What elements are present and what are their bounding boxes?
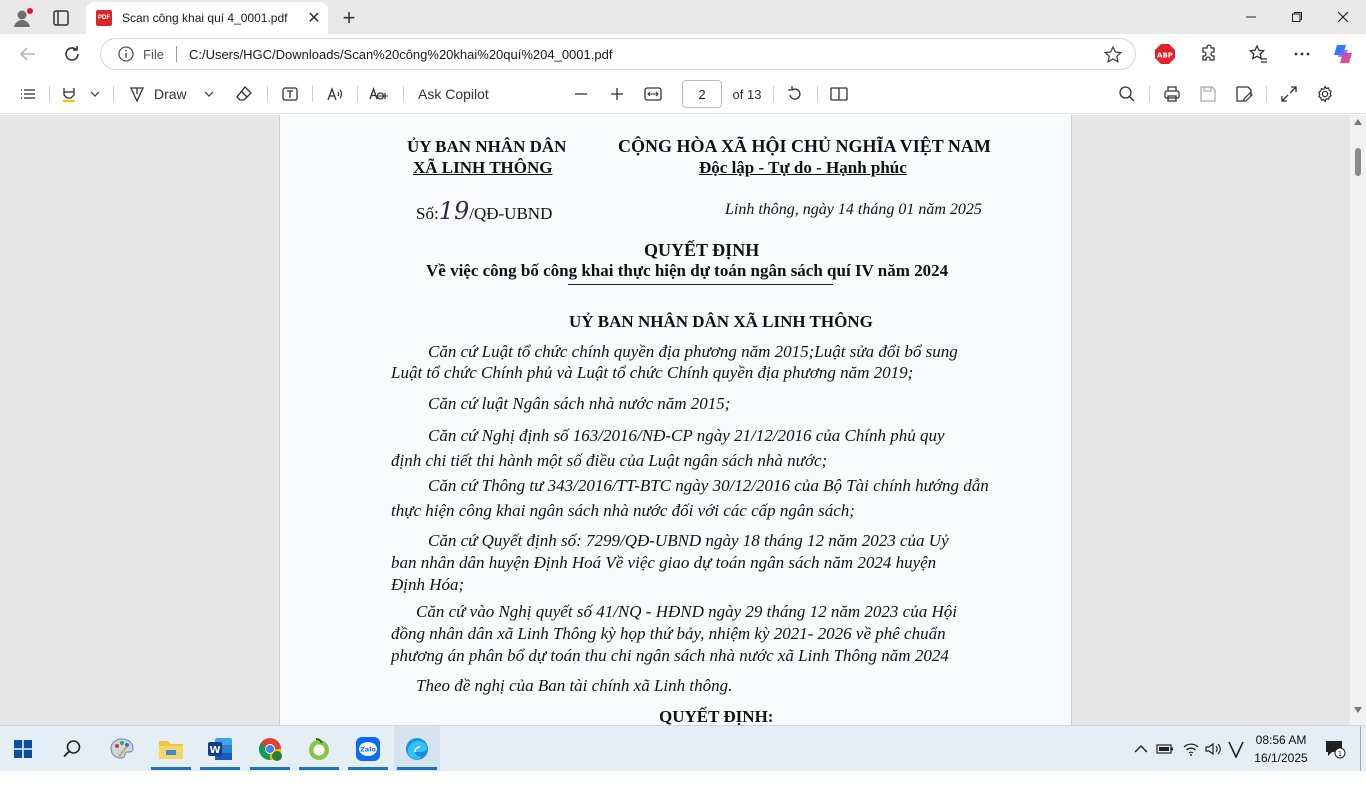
pdf-page	[279, 115, 1072, 725]
network-wifi-icon[interactable]	[1181, 738, 1201, 760]
decision-heading: QUYẾT ĐỊNH:	[659, 707, 774, 725]
show-desktop-strip[interactable]	[1360, 726, 1361, 772]
refresh-icon[interactable]	[58, 40, 86, 68]
toolbar-divider	[312, 86, 313, 102]
back-arrow-icon[interactable]	[14, 40, 42, 68]
close-window-icon[interactable]	[1320, 0, 1366, 34]
zoom-in-icon[interactable]	[606, 82, 628, 106]
ask-copilot-button[interactable]: Ask Copilot	[418, 86, 489, 102]
pdf-viewer[interactable]	[0, 115, 1366, 725]
zoom-out-icon[interactable]	[570, 82, 592, 106]
handwritten-number: 19	[438, 197, 470, 225]
vertical-scrollbar[interactable]	[1350, 115, 1366, 725]
para3-line2: định chi tiết thi hành một số điều của Luật ngân sách nhà nước;	[391, 451, 828, 470]
search-icon[interactable]	[49, 726, 95, 772]
page-count-label: of 13	[732, 86, 762, 102]
url-text: C:/Users/HGC/Downloads/Scan%20công%20khai%20quí%204_0001.pdf	[188, 46, 613, 62]
toolbar-divider	[49, 86, 50, 102]
bottom-blank-strip	[0, 771, 1366, 786]
start-windows-icon[interactable]	[0, 726, 46, 772]
toolbar-divider	[113, 86, 114, 102]
draw-label[interactable]: Draw	[154, 86, 187, 102]
paint-app-icon[interactable]	[99, 726, 145, 772]
svg-text:1: 1	[1337, 749, 1343, 758]
favorites-icon[interactable]	[1246, 42, 1270, 66]
para1-line2: Luật tổ chức Chính phủ và Luật tổ chức Chính quyền địa phương năm 2019;	[391, 363, 914, 382]
settings-gear-icon[interactable]	[1314, 82, 1336, 106]
tab-actions-icon[interactable]	[50, 7, 72, 29]
draw-options-chevron-icon[interactable]	[200, 82, 218, 106]
svg-text:ABP: ABP	[1157, 51, 1173, 60]
edge-app-icon[interactable]	[394, 726, 440, 772]
new-tab-icon[interactable]: +	[342, 5, 356, 30]
svg-text:Zalo: Zalo	[360, 745, 376, 754]
site-info-icon[interactable]	[117, 45, 135, 63]
translate-icon[interactable]	[368, 82, 390, 106]
header-right-line2: Độc lập - Tự do - Hạnh phúc	[699, 158, 907, 177]
eraser-icon[interactable]	[233, 82, 255, 106]
para7-line1: Theo đề nghị của Ban tài chính xã Linh thông.	[416, 676, 733, 695]
vietnamese-ime-icon[interactable]	[1226, 738, 1246, 760]
so-suffix: /QĐ-UBND	[469, 204, 553, 223]
save-as-icon[interactable]	[1233, 82, 1255, 106]
word-app-icon[interactable]	[197, 726, 243, 772]
running-indicator	[299, 767, 339, 770]
show-hidden-icons-chevron-icon[interactable]	[1131, 738, 1151, 760]
toolbar-divider	[267, 86, 268, 102]
para5-line3: Định Hóa;	[391, 575, 465, 594]
header-left-line1: ỦY BAN NHÂN DÂN	[407, 137, 567, 156]
scroll-down-arrow-icon[interactable]	[1354, 707, 1362, 713]
svg-text:W: W	[209, 745, 221, 756]
para6-line2: đồng nhân dân xã Linh Thông kỳ họp thứ bảy, nhiệm kỳ 2021- 2026 về phê chuẩn	[391, 624, 946, 643]
battery-icon[interactable]	[1155, 738, 1175, 760]
restore-icon[interactable]	[1274, 0, 1320, 34]
para3-line1: Căn cứ Nghị định số 163/2016/NĐ-CP ngày 21/12/2016 của Chính phủ quy	[428, 426, 945, 445]
para4-line2: thực hiện công khai ngân sách nhà nước đối với các cấp ngân sách;	[391, 501, 855, 520]
contents-icon[interactable]	[16, 82, 40, 106]
minimize-icon[interactable]	[1228, 0, 1274, 34]
so-label: Số:	[416, 204, 439, 223]
more-menu-icon[interactable]	[1290, 42, 1314, 66]
document-number	[416, 197, 552, 225]
toolbar-divider	[817, 86, 818, 102]
page-number-input[interactable]: 2	[682, 80, 722, 108]
running-indicator	[200, 767, 240, 770]
file-explorer-icon[interactable]	[148, 726, 194, 772]
para6-line3: phương án phân bổ dự toán thu chi ngân sách nhà nước xã Linh Thông năm 2024	[391, 646, 949, 665]
para5-line2: ban nhân dân huyện Định Hoá Về việc giao dự toán ngân sách năm 2024 huyện	[391, 553, 937, 572]
para4-line1: Căn cứ Thông tư 343/2016/TT-BTC ngày 30/12/2016 của Bộ Tài chính hướng dẫn	[428, 476, 989, 495]
scroll-up-arrow-icon[interactable]	[1354, 119, 1362, 125]
save-icon[interactable]	[1197, 82, 1219, 106]
rotate-icon[interactable]	[784, 82, 806, 106]
volume-speaker-icon[interactable]	[1203, 738, 1223, 760]
pdf-file-icon: PDF	[96, 10, 112, 26]
zalo-app-icon[interactable]	[345, 726, 391, 772]
subtitle-underline	[568, 284, 833, 285]
taskbar	[0, 725, 1366, 771]
running-indicator	[397, 767, 437, 770]
chrome-app-icon[interactable]	[247, 726, 293, 772]
para2-line1: Căn cứ luật Ngân sách nhà nước năm 2015;	[428, 394, 731, 413]
clock-date: 16/1/2025	[1254, 751, 1308, 765]
tab-strip	[0, 0, 1366, 34]
authority-heading: UỶ BAN NHÂN DÂN XÃ LINH THÔNG	[569, 312, 873, 331]
document-title: QUYẾT ĐỊNH	[644, 240, 760, 260]
read-aloud-icon[interactable]	[324, 82, 346, 106]
document-subtitle: Về việc công bố công khai thực hiện dự toán ngân sách quí IV năm 2024	[426, 261, 949, 280]
system-clock[interactable]	[1248, 731, 1314, 767]
clock-time: 08:56 AM	[1255, 733, 1307, 747]
fit-width-icon[interactable]	[642, 82, 664, 106]
favorite-star-icon[interactable]	[1103, 45, 1123, 65]
add-text-icon[interactable]	[279, 82, 301, 106]
toolbar-divider	[1149, 86, 1150, 102]
extensions-icon[interactable]	[1197, 42, 1221, 66]
adblock-plus-icon[interactable]	[1153, 42, 1177, 66]
scrollbar-thumb[interactable]	[1355, 148, 1361, 176]
address-field[interactable]	[100, 38, 1136, 70]
page-view-icon[interactable]	[828, 82, 850, 106]
copilot-icon[interactable]	[1331, 42, 1355, 66]
toolbar-divider	[357, 86, 358, 102]
address-divider	[176, 46, 177, 62]
scheme-label: File	[143, 46, 164, 62]
para1-line1: Căn cứ Luật tổ chức chính quyền địa phương năm 2015;Luật sửa đổi bổ sung	[428, 342, 958, 361]
find-search-icon[interactable]	[1116, 82, 1138, 106]
header-right-line1: CỘNG HÒA XÃ HỘI CHỦ NGHĨA VIỆT NAM	[618, 136, 991, 156]
active-tab[interactable]	[86, 2, 328, 34]
close-tab-icon[interactable]: ✕	[307, 10, 321, 27]
header-left-line2: XÃ LINH THÔNG	[413, 158, 553, 177]
profile-avatar-icon[interactable]	[12, 7, 34, 29]
notifications-icon[interactable]	[1322, 738, 1348, 760]
para6-line1: Căn cứ vào Nghị quyết số 41/NQ - HĐND ngày 29 tháng 12 năm 2023 của Hội	[416, 602, 957, 621]
fullscreen-icon[interactable]	[1278, 82, 1300, 106]
tab-title: Scan công khai quí 4_0001.pdf	[122, 11, 288, 25]
toolbar-divider	[403, 86, 404, 102]
address-bar-row	[0, 34, 1366, 74]
running-indicator	[348, 767, 388, 770]
highlight-options-chevron-icon[interactable]	[86, 82, 104, 106]
running-indicator	[151, 767, 191, 770]
draw-pen-icon[interactable]	[126, 82, 148, 106]
pdf-toolbar	[0, 74, 1366, 114]
toolbar-divider	[1266, 86, 1267, 102]
toolbar-divider	[773, 86, 774, 102]
print-icon[interactable]	[1161, 82, 1183, 106]
para5-line1: Căn cứ Quyết định số: 7299/QĐ-UBND ngày 18 tháng 12 năm 2023 của Uỷ	[428, 531, 949, 550]
coccoc-browser-icon[interactable]	[296, 726, 342, 772]
running-indicator	[250, 767, 290, 770]
date-line: Linh thông, ngày 14 tháng 01 năm 2025	[725, 201, 982, 218]
highlight-icon[interactable]	[58, 82, 80, 106]
